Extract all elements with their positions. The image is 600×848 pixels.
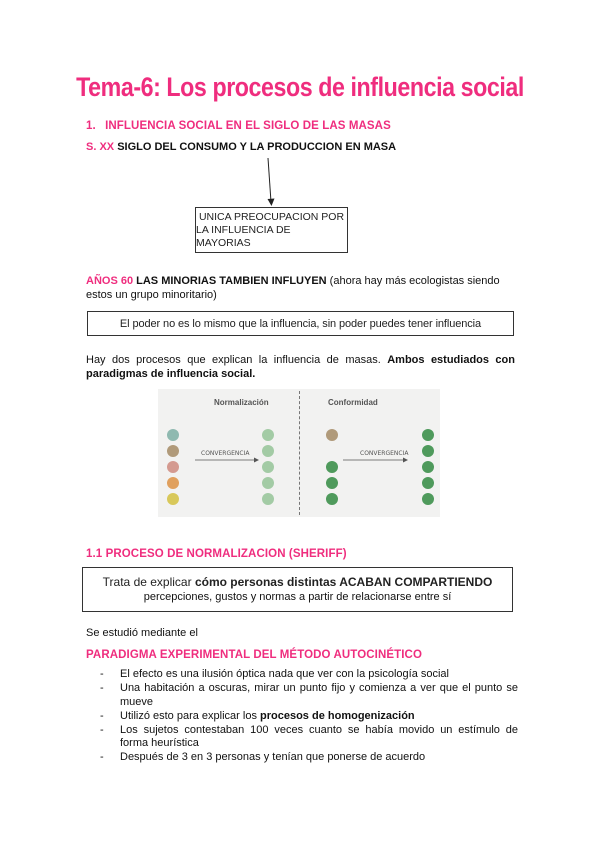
right-final-dot: [422, 477, 434, 489]
right-arrow-head: [403, 458, 408, 463]
left-initial-dot: [167, 429, 179, 441]
box3-line1-bold: cómo personas distintas ACABAN COMPARTIENDO: [194, 574, 493, 589]
box-trata-de-explicar: [82, 567, 513, 612]
anos60-normal: (ahora hay más ecologistas siendo: [329, 275, 500, 287]
list-item: - Después de 3 en 3 personas y tenían que ponerse de acuerdo: [100, 751, 518, 765]
figure-label-normalizacion: Normalización: [214, 398, 269, 407]
anos60-line: [86, 274, 526, 302]
figure-label-conformidad: Conformidad: [328, 398, 378, 407]
normalization-conformity-figure: [158, 389, 440, 517]
right-initial-dot: [326, 461, 338, 473]
sxx-line: [86, 140, 396, 154]
right-initial-dot: [326, 477, 338, 489]
studied-text: Se estudió mediante el: [86, 627, 198, 639]
left-initial-dot: [167, 477, 179, 489]
left-final-dot: [262, 445, 274, 457]
box3-line1-normal: Trata de explicar: [102, 574, 192, 589]
anos60-prefix: AÑOS 60: [86, 275, 134, 287]
list-item: - Una habitación a oscuras, mirar un punto fijo y comienza a ver que el punto se mueve: [100, 682, 518, 709]
left-final-dot: [262, 493, 274, 505]
bullet-list: [100, 668, 518, 765]
box-poder-influencia: [87, 311, 514, 336]
box1-line2: LA INFLUENCIA DE MAYORIAS: [196, 223, 291, 249]
box1-line1: UNICA PREOCUPACION POR: [198, 210, 345, 223]
intro-paragraph: [86, 353, 515, 381]
paradigm-heading: PARADIGMA EXPERIMENTAL DEL MÉTODO AUTOCINÉTICO: [86, 649, 422, 661]
sxx-text: SIGLO DEL CONSUMO Y LA PRODUCCION EN MASA: [117, 141, 397, 153]
page-title: Tema-6: Los procesos de influencia social: [76, 72, 524, 102]
left-final-dot: [262, 429, 274, 441]
right-final-dot: [422, 461, 434, 473]
left-initial-dot: [167, 493, 179, 505]
box2-text: El poder no es lo mismo que la influencia, sin poder puedes tener influencia: [119, 317, 482, 330]
left-arrow-head: [254, 458, 259, 463]
sxx-prefix: S. XX: [86, 141, 115, 153]
anos60-line2: estos un grupo minoritario): [86, 289, 217, 301]
left-initial-dot: [167, 445, 179, 457]
figure-arrows: [158, 389, 440, 517]
section-number: 1.: [86, 120, 96, 132]
left-initial-dot: [167, 461, 179, 473]
left-final-dot: [262, 461, 274, 473]
box3-line2: percepciones, gustos y normas a partir de relacionarse entre sí: [143, 590, 452, 603]
list-item: - Utilizó esto para explicar los procesos de homogenización: [100, 710, 518, 724]
section-1-1-heading: 1.1 PROCESO DE NORMALIZACION (SHERIFF): [86, 548, 347, 560]
down-arrow-icon: [262, 156, 278, 208]
right-initial-dot: [326, 429, 338, 441]
left-final-dot: [262, 477, 274, 489]
section-title: INFLUENCIA SOCIAL EN EL SIGLO DE LAS MASAS: [105, 120, 391, 132]
section-1-heading: [86, 120, 391, 132]
right-arrow-label: CONVERGENCIA: [360, 450, 409, 457]
paragraph-normal: Hay dos procesos que explican la influencia de masas.: [86, 354, 381, 366]
right-final-dot: [422, 429, 434, 441]
list-item: - Los sujetos contestaban 100 veces cuanto se había movido un estímulo de forma heurística: [100, 724, 518, 751]
list-item: - El efecto es una ilusión óptica nada que ver con la psicología social: [100, 668, 518, 682]
box-unica-preocupacion: [195, 207, 348, 253]
right-final-dot: [422, 445, 434, 457]
right-initial-dot: [326, 493, 338, 505]
right-final-dot: [422, 493, 434, 505]
left-arrow-label: CONVERGENCIA: [201, 450, 250, 457]
paragraph-bold: Ambos estudiados con paradigmas de influencia social.: [86, 354, 515, 380]
anos60-bold: LAS MINORIAS TAMBIEN INFLUYEN: [136, 275, 327, 287]
